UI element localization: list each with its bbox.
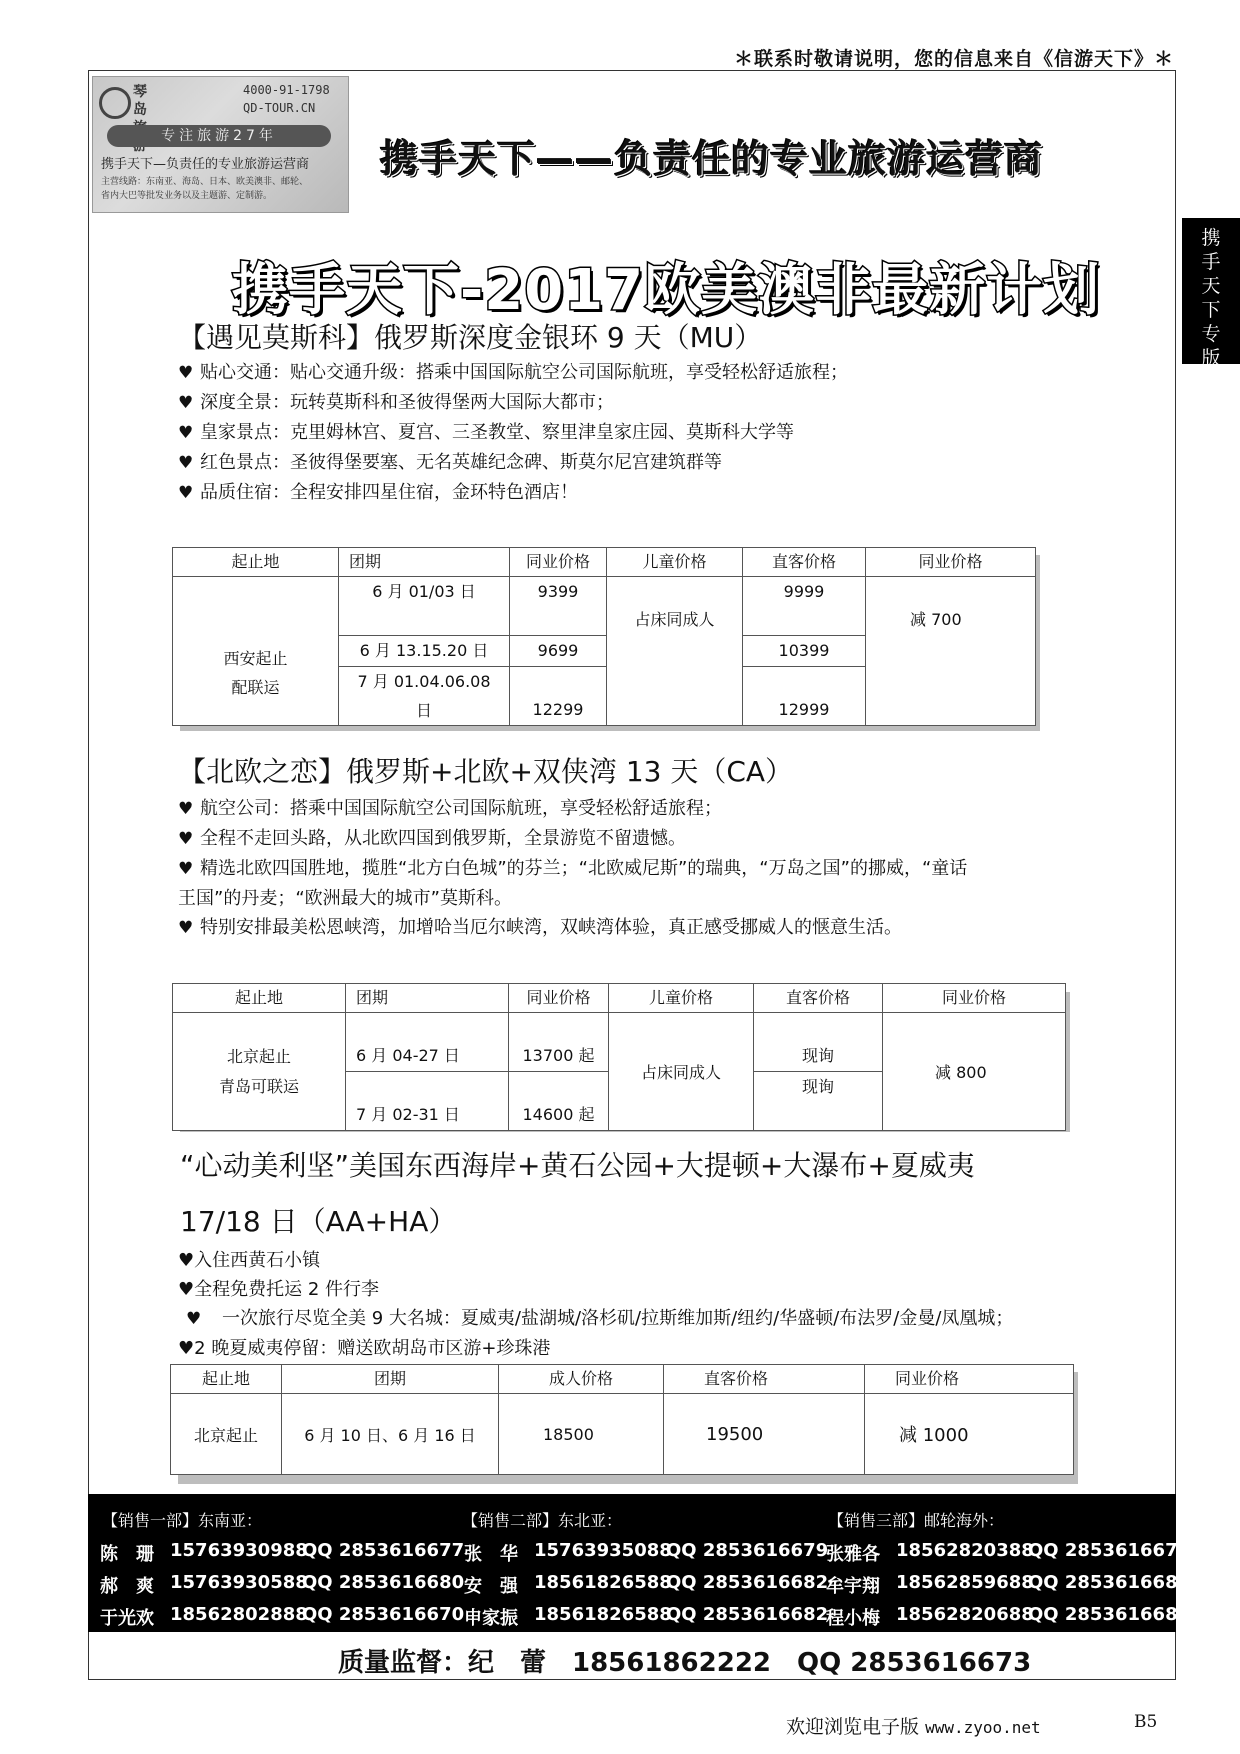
bullet: ♥ 航空公司：搭乘中国国际航空公司国际航班，享受轻松舒适旅程； — [178, 794, 967, 824]
contact-entry: 张 华 — [464, 1544, 518, 1565]
welcome-line — [786, 1712, 1041, 1739]
contact-phone: 18562820388 — [896, 1540, 1034, 1561]
section-3-title-line2: 17/18 日（AA+HA） — [180, 1205, 457, 1238]
peer-price-cell: 减 1000 — [865, 1394, 1074, 1475]
contact-entry: 申家振 — [464, 1608, 518, 1629]
header-cell: 同业价格 — [866, 548, 1036, 577]
contact-qq: QQ 2853616678 — [1028, 1540, 1191, 1561]
header-cell: 团期 — [339, 548, 510, 577]
header-cell: 儿童价格 — [607, 548, 743, 577]
table-header-row — [171, 1365, 1074, 1394]
bullet: ♥2 晚夏威夷停留：赠送欧胡岛市区游+珍珠港 — [178, 1338, 551, 1359]
table-row — [173, 577, 1036, 636]
bullet: ♥ 红色景点：圣彼得堡要塞、无名英雄纪念碑、斯莫尔尼宫建筑群等 — [178, 448, 848, 478]
contact-entry: 于光欢 — [100, 1608, 154, 1629]
contact-entry: 牟宇翔 — [826, 1576, 880, 1597]
origin-line: 西安起止 — [223, 649, 288, 668]
contact-entry: 郝 爽 — [100, 1576, 154, 1597]
origin-line: 北京起止 — [226, 1046, 291, 1066]
side-tab-char: 下 — [1201, 299, 1221, 321]
section-2-bullets — [178, 794, 967, 943]
table-row — [173, 1013, 1066, 1072]
header-cell: 直客价格 — [664, 1365, 865, 1394]
side-tab-char: 天 — [1201, 275, 1221, 297]
logo-slogan: 携手天下—负责任的专业旅游运营商 — [101, 157, 310, 172]
header-cell: 同业价格 — [865, 1365, 1074, 1394]
logo-site: QD-TOUR.CN — [243, 101, 316, 115]
direct-price-cell: 现询 — [754, 1013, 883, 1072]
direct-price-cell: 9999 — [743, 577, 866, 636]
contact-phone: 18562802888 — [170, 1604, 308, 1625]
section-3-title-line1: “心动美利坚”美国东西海岸+黄石公园+大提顿+大瀑布+夏威夷 — [180, 1149, 975, 1182]
main-title: 携手天下-2017欧美澳非最新计划 — [232, 258, 1101, 323]
origin-cell — [173, 577, 339, 726]
bullet: ♥ 精选北欧四国胜地，揽胜“北方白色城”的芬兰；“北欧威尼斯”的瑞典，“万岛之国”的挪威，“童话 — [178, 854, 967, 884]
origin-cell: 北京起止 — [171, 1394, 282, 1475]
contact-phone: 15763930988 — [170, 1540, 308, 1561]
header-cell: 直客价格 — [754, 984, 883, 1013]
logo-small-line: 主营线路：东南亚、海岛、日本、欧美澳非、邮轮、 — [101, 177, 309, 187]
heart-icon: ♥ — [178, 1250, 195, 1271]
contact-qq: QQ 2853616682 — [666, 1604, 829, 1625]
heart-icon: ♥ — [178, 918, 194, 938]
bullet: ♥ 深度全景：玩转莫斯科和圣彼得堡两大国际大都市； — [178, 388, 848, 418]
contact-phone: 18562859688 — [896, 1572, 1034, 1593]
logo-phone: 4000-91-1798 — [243, 83, 330, 97]
contact-phone: 18562820688 — [896, 1604, 1034, 1625]
logo-circle-icon — [99, 87, 131, 119]
heart-icon: ♥ — [178, 799, 194, 819]
side-tab-char: 携 — [1201, 227, 1221, 249]
header-cell: 同业价格 — [509, 984, 609, 1013]
direct-price-cell: 现询 — [754, 1072, 883, 1131]
dept-label: 【销售一部】东南亚： — [102, 1511, 263, 1530]
welcome-text: 欢迎浏览电子版 — [786, 1716, 920, 1738]
date-cell: 6 月 10 日、6 月 16 日 — [282, 1394, 499, 1475]
header-cell: 团期 — [282, 1365, 499, 1394]
table-row — [171, 1394, 1074, 1475]
header-cell: 起止地 — [173, 984, 346, 1013]
origin-line: 配联运 — [231, 678, 280, 697]
header-cell: 同业价格 — [883, 984, 1066, 1013]
direct-price-cell: 12999 — [743, 667, 866, 726]
peer-price-cell: 12299 — [510, 667, 607, 726]
contact-phone: 15763930588 — [170, 1572, 308, 1593]
peer-price-cell: 14600 起 — [509, 1072, 609, 1131]
date-cell: 6 月 13.15.20 日 — [339, 636, 510, 667]
origin-line: 青岛可联运 — [218, 1076, 299, 1096]
contact-qq: QQ 2853616670 — [302, 1604, 465, 1625]
section-3-price-table — [170, 1364, 1074, 1475]
direct-price-cell: 19500 — [664, 1394, 865, 1475]
child-price-cell: 占床同成人 — [607, 577, 743, 726]
header-cell: 团期 — [346, 984, 509, 1013]
sales-contacts-footer — [88, 1494, 1191, 1632]
bullet: ♥ 全程不走回头路，从北欧四国到俄罗斯，全景游览不留遗憾。 — [178, 824, 967, 854]
heart-icon: ♥ — [178, 859, 194, 879]
site-url[interactable]: www.zyoo.net — [925, 1718, 1041, 1737]
heart-icon: ♥ — [186, 1309, 202, 1329]
heart-icon: ♥ — [178, 423, 194, 443]
contact-entry: 陈 珊 — [100, 1544, 154, 1565]
table-header-row — [173, 984, 1066, 1013]
contact-qq: QQ 2853616683 — [1028, 1572, 1191, 1593]
date-cell: 7 月 02-31 日 — [346, 1072, 509, 1131]
contact-phone: 18561826588 — [534, 1604, 672, 1625]
peer-price-cell: 9399 — [510, 577, 607, 636]
contact-entry: 安 强 — [464, 1576, 518, 1597]
header-cell: 同业价格 — [510, 548, 607, 577]
heart-icon: ♥ — [178, 829, 194, 849]
adult-price-cell: 18500 — [499, 1394, 664, 1475]
top-note: ＊联系时敬请说明，您的信息来自《信游天下》＊ — [733, 48, 1174, 70]
contact-phone: 18561826588 — [534, 1572, 672, 1593]
date-cell — [339, 667, 510, 726]
bullet: 王国”的丹麦；“欧洲最大的城市”莫斯科。 — [178, 888, 512, 909]
date-line: 7 月 01.04.06.08 — [357, 672, 491, 691]
side-tab — [1182, 218, 1240, 369]
bullet: ♥ 特别安排最美松恩峡湾，加增哈当厄尔峡湾，双峡湾体验，真正感受挪威人的惬意生活。 — [178, 913, 967, 943]
section-1-title: 【遇见莫斯科】俄罗斯深度金银环 9 天（MU） — [178, 321, 763, 354]
heart-icon: ♥ — [178, 453, 194, 473]
section-2-price-table — [172, 983, 1066, 1131]
contact-qq: QQ 2853616677 — [302, 1540, 465, 1561]
section-1-bullets — [178, 358, 848, 508]
peer2-price-cell: 减 700 — [866, 577, 1036, 726]
peer-price-cell: 9699 — [510, 636, 607, 667]
quality-supervision: 质量监督：纪 蕾 18561862222 QQ 2853616673 — [338, 1648, 1032, 1678]
logo-brand: 琴岛 — [133, 84, 147, 118]
date-cell: 6 月 04-27 日 — [346, 1013, 509, 1072]
logo-small-line: 省内大巴等批发业务以及主题游、定制游。 — [101, 191, 273, 201]
direct-price-cell: 10399 — [743, 636, 866, 667]
bullet: ♥入住西黄石小镇 — [178, 1250, 321, 1271]
contact-qq: QQ 2853616679 — [666, 1540, 829, 1561]
heart-icon: ♥ — [178, 363, 194, 383]
section-3-bullets — [178, 1246, 1013, 1363]
contact-entry: 程小梅 — [826, 1608, 880, 1629]
section-1-price-table — [172, 547, 1036, 726]
contact-qq: QQ 2853616680 — [302, 1572, 465, 1593]
origin-cell — [173, 1013, 346, 1131]
dept-label: 【销售二部】东北亚： — [462, 1511, 623, 1530]
table-header-row — [173, 548, 1036, 577]
bullet: ♥全程免费托运 2 件行李 — [178, 1279, 380, 1300]
contact-entry: 张雅各 — [826, 1544, 880, 1565]
header-cell: 儿童价格 — [609, 984, 754, 1013]
page-number: B5 — [1134, 1712, 1158, 1732]
bullet: ♥ 品质住宿：全程安排四星住宿，金环特色酒店！ — [178, 478, 848, 508]
logo-small-text — [101, 175, 341, 203]
peer2-price-cell: 减 800 — [883, 1013, 1066, 1131]
side-tab-char: 手 — [1201, 251, 1221, 273]
bullet: ♥ 一次旅行尽览全美 9 大名城：夏威夷/盐湖城/洛杉矶/拉斯维加斯/纽约/华盛顿/布法罗/金曼/凤凰城； — [178, 1304, 1013, 1334]
side-tab-char: 版 — [1201, 347, 1221, 369]
contact-qq: QQ 2853616689 — [1028, 1604, 1191, 1625]
side-tab-char: 专 — [1201, 323, 1221, 345]
dept-label: 【销售三部】邮轮海外： — [828, 1511, 1005, 1530]
heart-icon: ♥ — [178, 393, 194, 413]
child-price-cell: 占床同成人 — [609, 1013, 754, 1131]
section-2-title: 【北欧之恋】俄罗斯+北欧+双侠湾 13 天（CA） — [178, 755, 794, 788]
header-cell: 起止地 — [171, 1365, 282, 1394]
company-logo — [92, 76, 349, 213]
header-cell: 成人价格 — [499, 1365, 664, 1394]
heart-icon: ♥ — [178, 483, 194, 503]
contact-qq: QQ 2853616682 — [666, 1572, 829, 1593]
date-line: 日 — [415, 701, 432, 720]
peer-price-cell: 13700 起 — [509, 1013, 609, 1072]
contact-phone: 15763935088 — [534, 1540, 672, 1561]
header-slogan: 携手天下——负责任的专业旅游运营商 — [380, 137, 1044, 181]
bullet: ♥ 皇家景点：克里姆林宫、夏宫、三圣教堂、察里津皇家庄园、莫斯科大学等 — [178, 418, 848, 448]
heart-icon: ♥ — [178, 1338, 195, 1359]
header-cell: 起止地 — [173, 548, 339, 577]
logo-band: 专注旅游27年 — [107, 125, 331, 147]
heart-icon: ♥ — [178, 1279, 195, 1300]
bullet: ♥ 贴心交通：贴心交通升级：搭乘中国国际航空公司国际航班，享受轻松舒适旅程； — [178, 358, 848, 388]
date-cell: 6 月 01/03 日 — [339, 577, 510, 636]
header-cell: 直客价格 — [743, 548, 866, 577]
